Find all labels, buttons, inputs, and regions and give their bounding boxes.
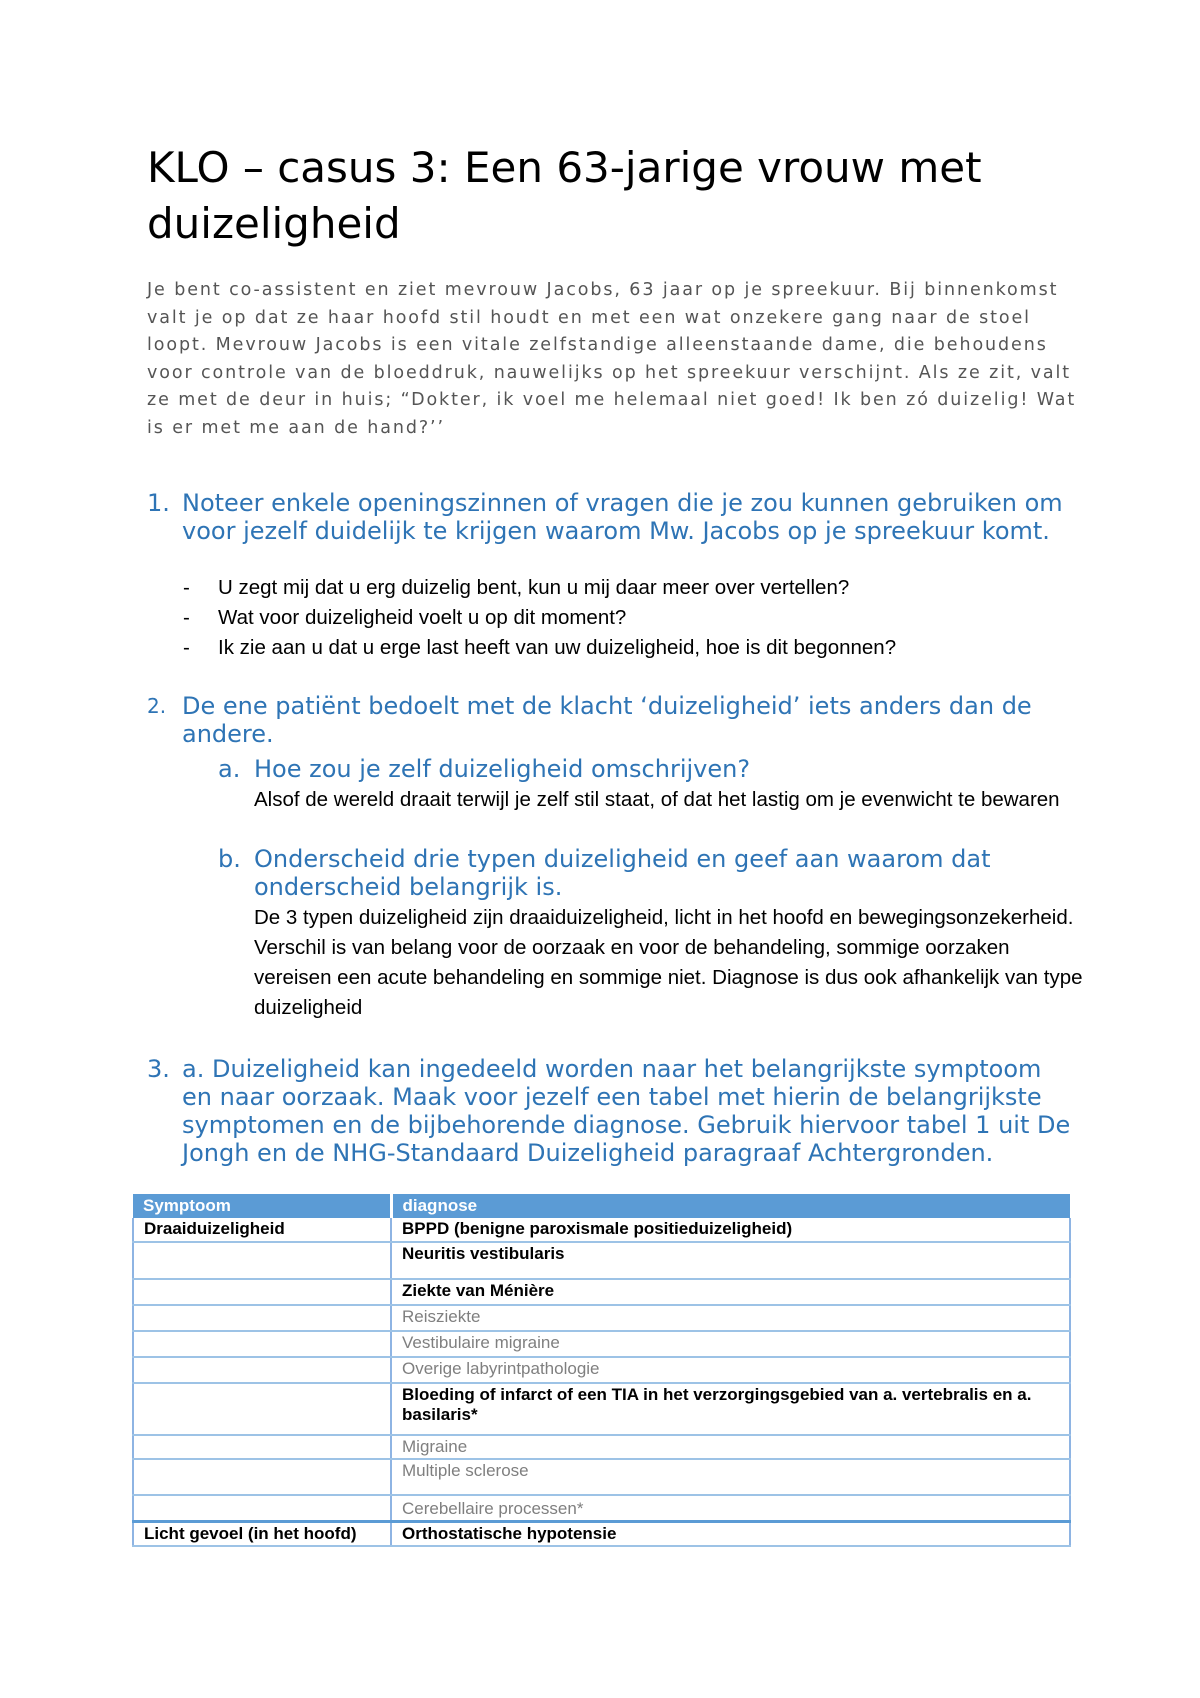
- sub-question: Onderscheid drie typen duizeligheid en geef aan waarom dat onderscheid belangrijk is.: [254, 845, 991, 901]
- column-header-symptom: Symptoom: [133, 1194, 391, 1218]
- diagnosis-cell: Overige labyrintpathologie: [391, 1357, 1070, 1383]
- symptom-cell: [133, 1305, 391, 1331]
- sub-label: b.: [218, 845, 241, 873]
- diagnosis-cell: Vestibulaire migraine: [391, 1331, 1070, 1357]
- diagnosis-cell: Ziekte van Ménière: [391, 1279, 1070, 1305]
- question-text: a. Duizeligheid kan ingedeeld worden naar het belangrijkste symptoom en naar oorzaak. Maak voor jezelf een tabel met hierin de belangrijkste symptomen en de bijbehorende diagnose. Gebruik hiervoor tabel 1 uit De Jongh en de NHG-Standaard Duizeligheid paragraaf Achtergronden.: [182, 1055, 1071, 1167]
- table-row: [133, 1521, 1070, 1546]
- question-2a: [218, 755, 1098, 783]
- table-row: [133, 1383, 1070, 1435]
- question-text: De ene patiënt bedoelt met de klacht ‘duizeligheid’ iets anders dan de andere.: [182, 692, 1032, 748]
- list-item: - Wat voor duizeligheid voelt u op dit moment?: [183, 606, 627, 629]
- table-row: [133, 1435, 1070, 1459]
- table-row: [133, 1305, 1070, 1331]
- page-title: KLO – casus 3: Een 63-jarige vrouw met duizeligheid: [147, 143, 982, 248]
- diagnosis-cell: Reisziekte: [391, 1305, 1070, 1331]
- question-3: [147, 1055, 1077, 1167]
- question-2b: [218, 845, 1098, 901]
- answer-2b: De 3 typen duizeligheid zijn draaiduizeligheid, licht in het hoofd en bewegingsonzekerheid. Verschil is van belang voor de oorzaak en voor de behandeling, sommige oorzaken vereisen een acute behandeling en sommige niet. Diagnose is dus ook afhankelijk van type duizeligheid: [254, 906, 1083, 1019]
- symptom-cell: [133, 1435, 391, 1459]
- sub-label: a.: [218, 755, 241, 783]
- symptom-cell: [133, 1331, 391, 1357]
- question-2: [147, 692, 1077, 748]
- question-number: 3.: [147, 1055, 170, 1083]
- symptom-cell: [133, 1357, 391, 1383]
- diagnosis-cell: Orthostatische hypotensie: [391, 1521, 1070, 1546]
- table-row: [133, 1459, 1070, 1495]
- answer-2a: Alsof de wereld draait terwijl je zelf stil staat, of dat het lastig om je evenwicht te bewaren: [254, 788, 1060, 811]
- question-number: 2.: [147, 694, 167, 718]
- diagnosis-cell: Multiple sclerose: [391, 1459, 1070, 1495]
- list-item: - U zegt mij dat u erg duizelig bent, kun u mij daar meer over vertellen?: [183, 576, 850, 599]
- table-row: [133, 1242, 1070, 1279]
- symptom-cell: [133, 1279, 391, 1305]
- list-item: - Ik zie aan u dat u erge last heeft van uw duizeligheid, hoe is dit begonnen?: [183, 636, 897, 659]
- table-row: [133, 1357, 1070, 1383]
- symptom-cell: [133, 1383, 391, 1435]
- case-intro: Je bent co-assistent en ziet mevrouw Jacobs, 63 jaar op je spreekuur. Bij binnenkomst valt je op dat ze haar hoofd stil houdt en met een wat onzekere gang naar de stoel loopt. Mevrouw Jacobs is een vitale zelfstandige alleenstaande dame, die behoudens voor controle van de bloeddruk, nauwelijks op het spreekuur verschijnt. Als ze zit, valt ze met de deur in huis; “Dokter, ik voel me helemaal niet goed! Ik ben zó duizelig! Wat is er met me aan de hand?’’: [147, 280, 1077, 438]
- symptom-cell: [133, 1459, 391, 1495]
- symptom-cell: [133, 1495, 391, 1521]
- diagnosis-table: [132, 1194, 1071, 1547]
- diagnosis-cell: Migraine: [391, 1435, 1070, 1459]
- question-text: Noteer enkele openingszinnen of vragen die je zou kunnen gebruiken om voor jezelf duidelijk te krijgen waarom Mw. Jacobs op je spreekuur komt.: [182, 489, 1063, 545]
- sub-question: Hoe zou je zelf duizeligheid omschrijven?: [254, 755, 751, 783]
- table-row: [133, 1331, 1070, 1357]
- symptom-cell: Draaiduizeligheid: [133, 1218, 391, 1242]
- table-row: [133, 1279, 1070, 1305]
- diagnosis-cell: BPPD (benigne paroxismale positieduizeligheid): [391, 1218, 1070, 1242]
- question-number: 1.: [147, 489, 170, 517]
- question-1: [147, 489, 1077, 545]
- diagnosis-cell: Neuritis vestibularis: [391, 1242, 1070, 1279]
- answer-list: [183, 573, 1083, 663]
- diagnosis-cell: Cerebellaire processen*: [391, 1495, 1070, 1521]
- diagnosis-cell: Bloeding of infarct of een TIA in het verzorgingsgebied van a. vertebralis en a. basilaris*: [391, 1383, 1070, 1435]
- column-header-diagnosis: diagnose: [391, 1194, 1070, 1218]
- table-row: [133, 1218, 1070, 1242]
- table-row: [133, 1495, 1070, 1521]
- symptom-cell: [133, 1242, 391, 1279]
- table-header-row: [133, 1194, 1070, 1218]
- symptom-cell: Licht gevoel (in het hoofd): [133, 1521, 391, 1546]
